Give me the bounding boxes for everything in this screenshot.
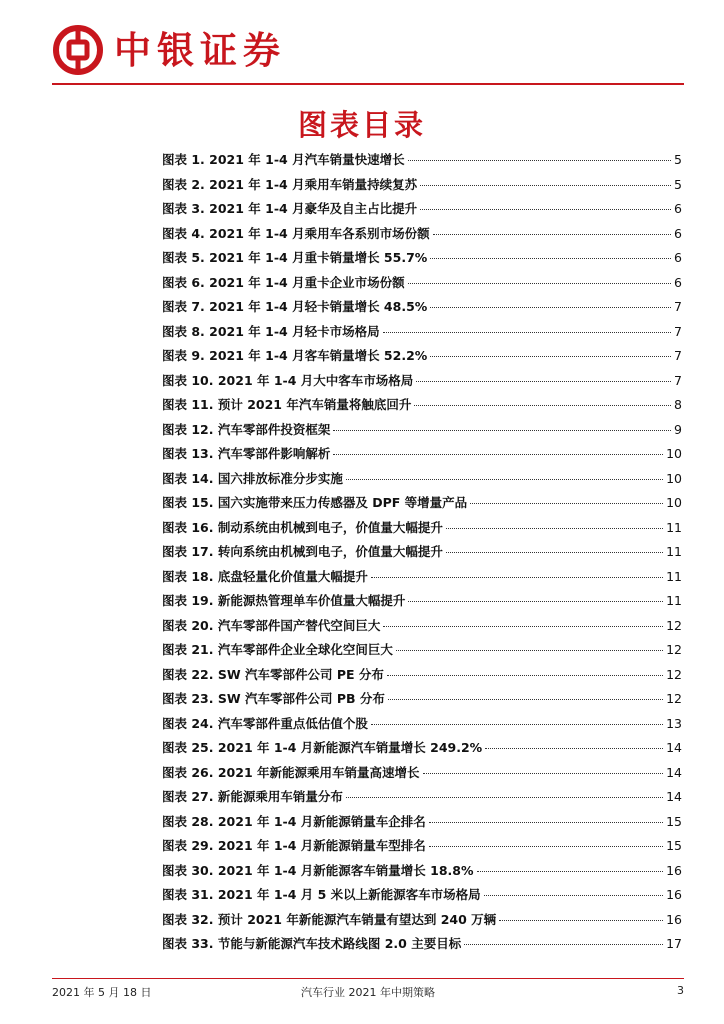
toc-entry-page-number: 16: [666, 887, 682, 902]
toc-dot-leader: [430, 307, 671, 308]
toc-dot-leader: [383, 626, 663, 627]
toc-dot-leader: [430, 258, 671, 259]
toc-dot-leader: [464, 944, 663, 945]
toc-dot-leader: [433, 234, 671, 235]
toc-entry-page-number: 7: [674, 348, 682, 363]
toc-entry[interactable]: [162, 273, 682, 298]
toc-entry-title: 图表 26. 2021 年新能源乘用车销量高速增长: [162, 764, 420, 780]
toc-entry[interactable]: [162, 910, 682, 935]
toc-entry[interactable]: [162, 714, 682, 739]
toc-entry-page-number: 11: [666, 519, 682, 535]
toc-entry-title: 图表 21. 汽车零部件企业全球化空间巨大: [162, 642, 393, 657]
footer-report-title: 汽车行业 2021 年中期策略: [301, 986, 435, 999]
toc-dot-leader: [387, 675, 663, 676]
toc-entry[interactable]: [162, 493, 682, 518]
toc-dot-leader: [420, 185, 671, 186]
toc-entry-page-number: 16: [666, 911, 682, 927]
toc-entry-title: 图表 22. SW 汽车零部件公司 PE 分布: [162, 666, 384, 682]
toc-dot-leader: [408, 601, 663, 602]
toc-entry-page-number: 6: [674, 274, 682, 290]
toc-entry-page-number: 6: [674, 250, 682, 265]
toc-entry-title: 图表 30. 2021 年 1-4 月新能源客车销量增长 18.8%: [162, 862, 474, 878]
toc-dot-leader: [371, 724, 663, 725]
toc-entry-title: 图表 31. 2021 年 1-4 月 5 米以上新能源客车市场格局: [162, 887, 481, 902]
toc-entry-page-number: 12: [666, 666, 682, 682]
toc-entry-page-number: 12: [666, 691, 682, 706]
toc-entry-page-number: 15: [666, 838, 682, 853]
toc-entry-page-number: 10: [666, 470, 682, 486]
toc-entry[interactable]: [162, 763, 682, 788]
toc-entry-page-number: 14: [666, 789, 682, 804]
toc-entry-title: 图表 10. 2021 年 1-4 月大中客车市场格局: [162, 372, 414, 388]
toc-entry-page-number: 7: [674, 372, 682, 388]
toc-entry[interactable]: [162, 665, 682, 690]
toc-entry-title: 图表 20. 汽车零部件国产替代空间巨大: [162, 617, 381, 633]
toc-dot-leader: [346, 797, 663, 798]
toc-entry-title: 图表 29. 2021 年 1-4 月新能源销量车型排名: [162, 838, 426, 853]
toc-entry[interactable]: [162, 371, 682, 396]
toc-entry[interactable]: [162, 346, 682, 371]
toc-entry[interactable]: [162, 248, 682, 273]
toc-entry-title: 图表 2. 2021 年 1-4 月乘用车销量持续复苏: [162, 176, 418, 192]
footer-date: 2021 年 5 月 18 日: [52, 986, 152, 999]
toc-entry[interactable]: [162, 322, 682, 347]
toc-dot-leader: [333, 454, 663, 455]
toc-entry-title: 图表 6. 2021 年 1-4 月重卡企业市场份额: [162, 274, 405, 290]
toc-dot-leader: [429, 846, 663, 847]
toc-entry-title: 图表 12. 汽车零部件投资框架: [162, 421, 331, 437]
toc-entry-page-number: 9: [674, 421, 682, 437]
header-divider: [52, 83, 684, 85]
toc-entry-page-number: 6: [674, 225, 682, 241]
toc-entry-title: 图表 7. 2021 年 1-4 月轻卡销量增长 48.5%: [162, 299, 428, 314]
toc-entry-page-number: 17: [666, 936, 682, 951]
toc-entry-title: 图表 16. 制动系统由机械到电子，价值量大幅提升: [162, 519, 443, 535]
toc-entry[interactable]: [162, 175, 682, 200]
toc-dot-leader: [423, 773, 664, 774]
toc-entry-page-number: 7: [674, 299, 682, 314]
toc-entry-page-number: 12: [666, 642, 682, 657]
page-footer: [52, 984, 684, 1002]
toc-entry-title: 图表 17. 转向系统由机械到电子，价值量大幅提升: [162, 544, 443, 559]
toc-entry[interactable]: [162, 738, 682, 763]
toc-entry-title: 图表 23. SW 汽车零部件公司 PB 分布: [162, 691, 385, 706]
toc-entry[interactable]: [162, 591, 682, 616]
toc-entry-title: 图表 14. 国六排放标准分步实施: [162, 470, 343, 486]
toc-entry-title: 图表 4. 2021 年 1-4 月乘用车各系别市场份额: [162, 225, 430, 241]
toc-entry[interactable]: [162, 297, 682, 322]
toc-entry-title: 图表 32. 预计 2021 年新能源汽车销量有望达到 240 万辆: [162, 911, 497, 927]
toc-entry-title: 图表 1. 2021 年 1-4 月汽车销量快速增长: [162, 152, 405, 167]
footer-divider: [52, 978, 684, 979]
toc-entry-title: 图表 15. 国六实施带来压力传感器及 DPF 等增量产品: [162, 495, 468, 510]
toc-entry[interactable]: [162, 518, 682, 543]
toc-entry[interactable]: [162, 812, 682, 837]
toc-entry-page-number: 11: [666, 568, 682, 584]
toc-entry[interactable]: [162, 395, 682, 420]
toc-dot-leader: [333, 430, 671, 431]
toc-entry-page-number: 6: [674, 201, 682, 216]
toc-entry[interactable]: [162, 934, 682, 959]
toc-dot-leader: [499, 920, 663, 921]
toc-entry-title: 图表 18. 底盘轻量化价值量大幅提升: [162, 568, 368, 584]
toc-dot-leader: [388, 699, 663, 700]
toc-entry-page-number: 5: [674, 176, 682, 192]
toc-entry-title: 图表 9. 2021 年 1-4 月客车销量增长 52.2%: [162, 348, 428, 363]
toc-entry[interactable]: [162, 689, 682, 714]
toc-dot-leader: [346, 479, 663, 480]
toc-dot-leader: [371, 577, 663, 578]
toc-entry[interactable]: [162, 542, 682, 567]
toc-entry[interactable]: [162, 199, 682, 224]
toc-entry-title: 图表 24. 汽车零部件重点低估值个股: [162, 715, 368, 731]
toc-entry-page-number: 11: [666, 544, 682, 559]
toc-dot-leader: [484, 895, 663, 896]
toc-list: [162, 150, 682, 959]
toc-entry-page-number: 10: [666, 446, 682, 461]
toc-entry[interactable]: [162, 885, 682, 910]
footer-page-number: 3: [677, 984, 684, 997]
toc-dot-leader: [485, 748, 663, 749]
toc-entry-page-number: 10: [666, 495, 682, 510]
toc-entry-page-number: 5: [674, 152, 682, 167]
toc-entry-title: 图表 3. 2021 年 1-4 月豪华及自主占比提升: [162, 201, 418, 216]
toc-dot-leader: [396, 650, 663, 651]
toc-entry[interactable]: [162, 444, 682, 469]
toc-entry[interactable]: [162, 787, 682, 812]
toc-entry-title: 图表 27. 新能源乘用车销量分布: [162, 789, 343, 804]
brand-name: 中银证券: [114, 27, 286, 72]
toc-entry-page-number: 12: [666, 617, 682, 633]
toc-dot-leader: [446, 528, 663, 529]
toc-entry-title: 图表 11. 预计 2021 年汽车销量将触底回升: [162, 397, 412, 412]
toc-entry[interactable]: [162, 469, 682, 494]
toc-entry[interactable]: [162, 150, 682, 175]
toc-dot-leader: [408, 283, 671, 284]
toc-dot-leader: [446, 552, 663, 553]
toc-entry[interactable]: [162, 616, 682, 641]
toc-entry-title: 图表 8. 2021 年 1-4 月轻卡市场格局: [162, 323, 380, 339]
toc-entry[interactable]: [162, 640, 682, 665]
toc-entry[interactable]: [162, 836, 682, 861]
toc-entry-page-number: 14: [666, 764, 682, 780]
toc-entry-title: 图表 13. 汽车零部件影响解析: [162, 446, 331, 461]
toc-dot-leader: [477, 871, 664, 872]
toc-dot-leader: [429, 822, 663, 823]
toc-entry-page-number: 7: [674, 323, 682, 339]
toc-entry[interactable]: [162, 567, 682, 592]
toc-dot-leader: [470, 503, 663, 504]
toc-dot-leader: [430, 356, 671, 357]
toc-dot-leader: [420, 209, 671, 210]
bank-of-china-logo-icon: [52, 24, 104, 76]
toc-entry-title: 图表 25. 2021 年 1-4 月新能源汽车销量增长 249.2%: [162, 740, 483, 755]
toc-entry-page-number: 13: [666, 715, 682, 731]
toc-entry[interactable]: [162, 420, 682, 445]
toc-dot-leader: [414, 405, 671, 406]
toc-dot-leader: [383, 332, 671, 333]
toc-entry-page-number: 11: [666, 593, 682, 608]
toc-title: 图表目录: [297, 108, 426, 142]
toc-dot-leader: [416, 381, 671, 382]
toc-entry-page-number: 16: [666, 862, 682, 878]
toc-entry-page-number: 8: [674, 397, 682, 412]
page-header: [52, 22, 286, 78]
toc-entry-title: 图表 19. 新能源热管理单车价值量大幅提升: [162, 593, 406, 608]
toc-dot-leader: [408, 160, 671, 161]
toc-entry[interactable]: [162, 861, 682, 886]
toc-entry-title: 图表 5. 2021 年 1-4 月重卡销量增长 55.7%: [162, 250, 428, 265]
toc-entry-title: 图表 33. 节能与新能源汽车技术路线图 2.0 主要目标: [162, 936, 462, 951]
toc-entry[interactable]: [162, 224, 682, 249]
toc-entry-page-number: 15: [666, 813, 682, 829]
toc-entry-page-number: 14: [666, 740, 682, 755]
toc-entry-title: 图表 28. 2021 年 1-4 月新能源销量车企排名: [162, 813, 426, 829]
